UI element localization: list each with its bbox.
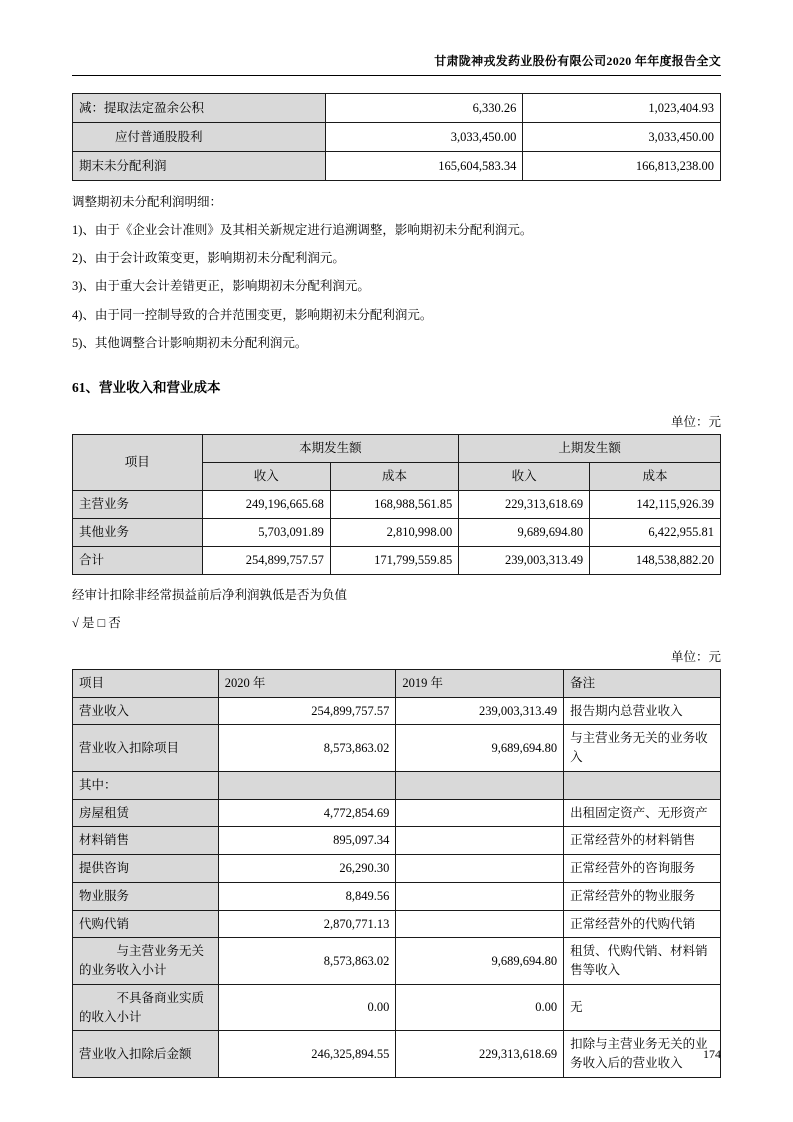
value-2019 (396, 771, 564, 799)
table-row (73, 771, 721, 799)
value-2020: 8,573,863.02 (218, 725, 396, 772)
row-label: 应付普通股股利 (73, 123, 326, 152)
table-row (73, 910, 721, 938)
value-2020: 8,849.56 (218, 882, 396, 910)
row-label: 物业服务 (73, 882, 219, 910)
row-label: 主营业务 (73, 490, 203, 518)
table-row (73, 882, 721, 910)
negative-check-answer: √ 是 □ 否 (72, 615, 121, 630)
unit-label: 单位：元 (670, 414, 721, 429)
current-value: 6,330.26 (325, 94, 523, 123)
row-label: 提供咨询 (73, 855, 219, 883)
row-label: 其他业务 (73, 518, 203, 546)
value-2020: 895,097.34 (218, 827, 396, 855)
row-label: 不具备商业实质的收入小计 (73, 984, 219, 1031)
note-cell: 与主营业务无关的业务收入 (564, 725, 721, 772)
prior-value: 1,023,404.93 (523, 94, 721, 123)
row-label: 代购代销 (73, 910, 219, 938)
adjustment-notes (72, 193, 721, 352)
value-2020: 0.00 (218, 984, 396, 1031)
note-item-4: 4)、由于同一控制导致的合并范围变更，影响期初未分配利润元。 (72, 307, 433, 322)
current-value: 3,033,450.00 (325, 123, 523, 152)
revenue-cost-table (72, 434, 721, 575)
row-label: 与主营业务无关的业务收入小计 (73, 938, 219, 985)
note-item-3: 3)、由于重大会计差错更正，影响期初未分配利润元。 (72, 279, 370, 294)
value-2020: 26,290.30 (218, 855, 396, 883)
note-cell: 报告期内总营业收入 (564, 697, 721, 725)
document-header-title: 甘肃陇神戎发药业股份有限公司2020 年年度报告全文 (72, 52, 721, 76)
table-row (73, 697, 721, 725)
col-header-prior-period: 上期发生额 (459, 434, 721, 462)
value-2020: 246,325,894.55 (218, 1031, 396, 1078)
value-2019 (396, 855, 564, 883)
value-2019: 229,313,618.69 (396, 1031, 564, 1078)
current-cost: 168,988,561.85 (330, 490, 458, 518)
table-row (73, 490, 721, 518)
current-value: 165,604,583.34 (325, 152, 523, 181)
prior-cost: 142,115,926.39 (590, 490, 721, 518)
prior-cost: 148,538,882.20 (590, 546, 721, 574)
value-2019: 9,689,694.80 (396, 938, 564, 985)
table-row (73, 152, 721, 181)
note-cell: 正常经营外的咨询服务 (564, 855, 721, 883)
col-header-note: 备注 (564, 669, 721, 697)
note-cell (564, 771, 721, 799)
table-row (73, 546, 721, 574)
row-label: 营业收入 (73, 697, 219, 725)
current-income: 249,196,665.68 (202, 490, 330, 518)
note-item-5: 5)、其他调整合计影响期初未分配利润元。 (72, 335, 308, 350)
table-row (73, 1031, 721, 1078)
value-2020: 2,870,771.13 (218, 910, 396, 938)
row-label: 营业收入扣除项目 (73, 725, 219, 772)
prior-income: 229,313,618.69 (459, 490, 590, 518)
col-header-current-period: 本期发生额 (202, 434, 459, 462)
col-header-2020: 2020 年 (218, 669, 396, 697)
table-row (73, 94, 721, 123)
header-row (73, 434, 721, 462)
prior-cost: 6,422,955.81 (590, 518, 721, 546)
note-item-2: 2)、由于会计政策变更，影响期初未分配利润元。 (72, 251, 345, 266)
negative-check-question: 经审计扣除非经常损益前后净利润孰低是否为负值 (72, 587, 348, 602)
col-header-item: 项目 (73, 669, 219, 697)
col-header-income: 收入 (202, 462, 330, 490)
table-row (73, 123, 721, 152)
value-2019: 0.00 (396, 984, 564, 1031)
prior-income: 239,003,313.49 (459, 546, 590, 574)
table-row (73, 799, 721, 827)
prior-income: 9,689,694.80 (459, 518, 590, 546)
unit-label: 单位：元 (670, 649, 721, 664)
row-label: 减：提取法定盈余公积 (73, 94, 326, 123)
note-cell: 租赁、代购代销、材料销售等收入 (564, 938, 721, 985)
note-cell: 扣除与主营业务无关的业务收入后的营业收入 (564, 1031, 721, 1078)
row-label: 房屋租赁 (73, 799, 219, 827)
table-row (73, 518, 721, 546)
note-cell: 正常经营外的材料销售 (564, 827, 721, 855)
col-header-income: 收入 (459, 462, 590, 490)
value-2019 (396, 827, 564, 855)
header-row (73, 669, 721, 697)
table-row (73, 938, 721, 985)
value-2019: 239,003,313.49 (396, 697, 564, 725)
table-row (73, 725, 721, 772)
row-label: 期末未分配利润 (73, 152, 326, 181)
retained-earnings-table (72, 93, 721, 181)
page-number: 174 (703, 1047, 721, 1061)
value-2019 (396, 882, 564, 910)
prior-value: 166,813,238.00 (523, 152, 721, 181)
current-income: 254,899,757.57 (202, 546, 330, 574)
value-2020: 8,573,863.02 (218, 938, 396, 985)
table-row (73, 827, 721, 855)
row-label: 营业收入扣除后金额 (73, 1031, 219, 1078)
notes-intro: 调整期初未分配利润明细： (72, 195, 223, 209)
col-header-cost: 成本 (590, 462, 721, 490)
note-item-1: 1)、由于《企业会计准则》及其相关新规定进行追溯调整，影响期初未分配利润元。 (72, 223, 533, 238)
note-cell: 无 (564, 984, 721, 1031)
value-2019: 9,689,694.80 (396, 725, 564, 772)
section-heading-61: 61、营业收入和营业成本 (72, 379, 221, 395)
value-2020: 4,772,854.69 (218, 799, 396, 827)
note-cell: 正常经营外的代购代销 (564, 910, 721, 938)
row-label: 其中： (73, 771, 219, 799)
current-cost: 2,810,998.00 (330, 518, 458, 546)
prior-value: 3,033,450.00 (523, 123, 721, 152)
revenue-deduction-table (72, 669, 721, 1078)
col-header-item: 项目 (73, 434, 203, 490)
current-cost: 171,799,559.85 (330, 546, 458, 574)
value-2020 (218, 771, 396, 799)
row-label: 材料销售 (73, 827, 219, 855)
value-2019 (396, 910, 564, 938)
note-cell: 正常经营外的物业服务 (564, 882, 721, 910)
current-income: 5,703,091.89 (202, 518, 330, 546)
value-2020: 254,899,757.57 (218, 697, 396, 725)
table-row (73, 855, 721, 883)
col-header-2019: 2019 年 (396, 669, 564, 697)
note-cell: 出租固定资产、无形资产 (564, 799, 721, 827)
col-header-cost: 成本 (330, 462, 458, 490)
value-2019 (396, 799, 564, 827)
table-row (73, 984, 721, 1031)
row-label: 合计 (73, 546, 203, 574)
